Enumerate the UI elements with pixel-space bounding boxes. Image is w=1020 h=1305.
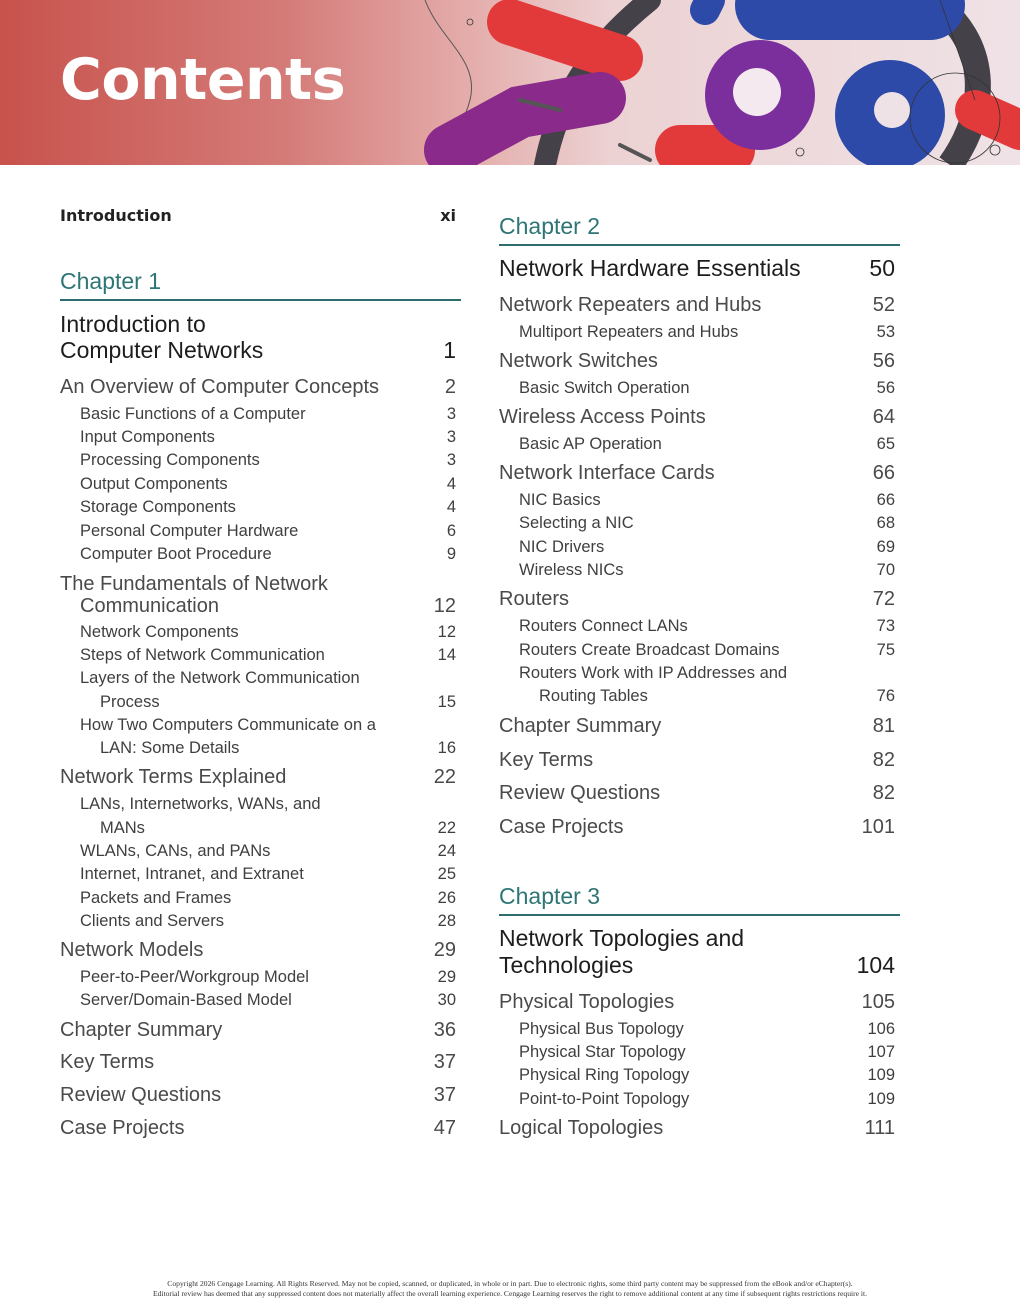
- toc-entry-title: Routers Work with IP Addresses and: [519, 664, 788, 682]
- toc-entry-page: 109: [867, 1066, 895, 1084]
- toc-entry-title: LAN: Some Details: [100, 739, 240, 757]
- toc-entry-page: 105: [861, 991, 895, 1013]
- toc-introduction-label: Introduction: [60, 206, 172, 225]
- toc-entry-page: 12: [433, 595, 456, 617]
- toc-entry-page: 52: [872, 294, 895, 316]
- toc-entry-page: 53: [876, 323, 895, 341]
- toc-entry-title: Storage Components: [80, 498, 236, 516]
- toc-entry-page: 56: [872, 350, 895, 372]
- toc-entry-title: Physical Star Topology: [519, 1043, 686, 1061]
- toc-entry-title: Multiport Repeaters and Hubs: [519, 323, 739, 341]
- toc-entry-page: 37: [433, 1084, 456, 1106]
- toc-entry-page: 37: [433, 1051, 456, 1073]
- toc-entry-title: Chapter Summary: [60, 1019, 223, 1041]
- header-banner: [0, 0, 1020, 165]
- toc-entry-title: Case Projects: [499, 816, 624, 838]
- toc-entry-title: Internet, Intranet, and Extranet: [80, 865, 304, 883]
- toc-entry-page: 56: [876, 379, 895, 397]
- toc-entry-page: 66: [876, 491, 895, 509]
- red-capsule: [510, 22, 620, 58]
- toc-entry-title: Key Terms: [60, 1051, 155, 1073]
- toc-entry-page: 107: [867, 1043, 895, 1061]
- toc-entry-page: 76: [876, 687, 895, 705]
- toc-entry-title: Layers of the Network Communication: [80, 669, 360, 687]
- copyright-line-1: Copyright 2026 Cengage Learning. All Rights Reserved. May not be copied, scanned, or duplicated, in whole or in part. Due to electronic rights, some third party content may be suppressed from the eBook and/or eChapter(s).: [167, 1279, 853, 1288]
- toc-entry-title: Key Terms: [499, 749, 594, 771]
- toc-entry-title: Network Switches: [499, 350, 658, 372]
- toc-entry-page: 29: [433, 939, 456, 961]
- toc-entry-title: Routing Tables: [539, 687, 648, 705]
- chapter-2-title-line: Network Hardware Essentials: [499, 255, 801, 281]
- toc-entry-page: 6: [446, 522, 456, 540]
- toc-entry-page: 3: [446, 451, 456, 469]
- toc-entry-page: 9: [446, 545, 456, 563]
- toc-entry-page: 82: [872, 749, 895, 771]
- toc-entry-title: Output Components: [80, 475, 228, 493]
- toc-entry-page: 64: [872, 406, 895, 428]
- chapter-1-title-line: Introduction to: [60, 311, 206, 337]
- toc-entry-title: Packets and Frames: [80, 889, 232, 907]
- chapter-3-title-page: 104: [856, 952, 895, 978]
- toc-entry-title: Personal Computer Hardware: [80, 522, 299, 540]
- toc-entry-title: NIC Basics: [519, 491, 601, 509]
- copyright-line-2: Editorial review has deemed that any suppressed content does not materially affect the overall learning experience. Cengage Learning reserves the right to remove additional content at any time if subsequent rights restrictions require it.: [152, 1289, 868, 1298]
- toc-entry-title: An Overview of Computer Concepts: [60, 376, 380, 398]
- toc-entry-title: Selecting a NIC: [519, 514, 634, 532]
- toc-entry-title: Wireless Access Points: [499, 406, 706, 428]
- chapter-3-title-line: Technologies: [499, 952, 634, 978]
- toc-introduction[interactable]: [60, 208, 461, 228]
- toc-entry-title: Network Models: [60, 939, 204, 961]
- toc-entry-title: Network Components: [80, 623, 239, 641]
- chapter-3-title-line: Network Topologies and: [499, 925, 745, 951]
- chapter-3-label: Chapter 3: [499, 883, 601, 909]
- chapter-1-divider: [60, 299, 461, 301]
- small-circle: [796, 148, 804, 156]
- toc-entry-title: Basic Functions of a Computer: [80, 405, 306, 423]
- toc-entry-title: How Two Computers Communicate on a: [80, 716, 376, 734]
- toc-entry-page: 4: [446, 498, 456, 516]
- toc-entry-page: 24: [437, 842, 456, 860]
- toc-entry-title: Review Questions: [60, 1084, 222, 1106]
- toc-entry-page: 82: [872, 782, 895, 804]
- toc-entry-title: Communication: [80, 595, 219, 617]
- page-title: Contents: [60, 47, 346, 113]
- toc-entry-page: 81: [872, 715, 895, 737]
- toc-entry-page: 68: [876, 514, 895, 532]
- purple-ring-hole: [733, 68, 781, 116]
- toc-entry-title: Process: [100, 693, 160, 711]
- toc-entry-title: Point-to-Point Topology: [519, 1090, 690, 1108]
- toc-entry-title: NIC Drivers: [519, 538, 605, 556]
- toc-entry-page: 3: [446, 428, 456, 446]
- blue-top-blob: [705, 0, 710, 10]
- toc-entry-title: Wireless NICs: [519, 561, 624, 579]
- toc-entry-page: 4: [446, 475, 456, 493]
- toc-entry-page: 70: [876, 561, 895, 579]
- toc-entry-page: 109: [867, 1090, 895, 1108]
- toc-entry-title: Computer Boot Procedure: [80, 545, 272, 563]
- toc-entry-page: 65: [876, 435, 895, 453]
- toc-entry-title: Case Projects: [60, 1117, 185, 1139]
- toc-entry-title: Clients and Servers: [80, 912, 224, 930]
- copyright-footer: [0, 1279, 1020, 1299]
- toc-entry-page: 47: [433, 1117, 456, 1139]
- toc-entry-title: Logical Topologies: [499, 1117, 664, 1139]
- toc-entry-page: 36: [433, 1019, 456, 1041]
- toc-entry-title: MANs: [100, 819, 145, 837]
- toc-entry-page: 25: [437, 865, 456, 883]
- toc-entry-page: 73: [876, 617, 895, 635]
- toc-entry-title: Routers Create Broadcast Domains: [519, 641, 780, 659]
- toc-entry-title: Basic Switch Operation: [519, 379, 690, 397]
- toc-entry-page: 66: [872, 462, 895, 484]
- toc-entry-page: 29: [437, 968, 456, 986]
- toc-entry-page: 3: [446, 405, 456, 423]
- toc-entry-page: 2: [444, 376, 456, 398]
- toc-entry-title: The Fundamentals of Network: [60, 573, 328, 595]
- toc-entry-title: WLANs, CANs, and PANs: [80, 842, 271, 860]
- toc-entry-page: 30: [437, 991, 456, 1009]
- toc-entry-page: 69: [876, 538, 895, 556]
- toc-entry-title: LANs, Internetworks, WANs, and: [80, 795, 321, 813]
- toc-entry-title: Network Terms Explained: [60, 766, 287, 788]
- toc-entry-page: 75: [876, 641, 895, 659]
- small-dash: [620, 145, 650, 160]
- toc-entry-page: 22: [437, 819, 456, 837]
- chapter-2-label: Chapter 2: [499, 213, 601, 239]
- toc-entry-title: Network Repeaters and Hubs: [499, 294, 762, 316]
- chapter-1-title-line: Computer Networks: [60, 337, 264, 363]
- toc-entry-page: 72: [872, 588, 895, 610]
- toc-entry-page: 26: [437, 889, 456, 907]
- toc-entry-title: Input Components: [80, 428, 215, 446]
- magenta-band: [450, 98, 600, 150]
- toc-entry-title: Review Questions: [499, 782, 661, 804]
- toc-entry-page: 15: [437, 693, 456, 711]
- toc-entry-title: Steps of Network Communication: [80, 646, 325, 664]
- toc-entry-title: Physical Ring Topology: [519, 1066, 690, 1084]
- toc-entry-title: Physical Bus Topology: [519, 1020, 684, 1038]
- blue-ring-hole: [874, 92, 910, 128]
- toc-entry-page: 28: [437, 912, 456, 930]
- chapter-1-label: Chapter 1: [60, 268, 162, 294]
- toc-entry-title: Peer-to-Peer/Workgroup Model: [80, 968, 309, 986]
- toc-entry-page: 101: [861, 816, 895, 838]
- toc-introduction-page: xi: [440, 206, 456, 225]
- toc-entry-page: 16: [437, 739, 456, 757]
- toc-entry-page: 22: [433, 766, 456, 788]
- toc-entry-title: Chapter Summary: [499, 715, 662, 737]
- red-right-blob: [975, 110, 1020, 130]
- chapter-3-divider: [499, 914, 900, 916]
- small-circle: [990, 145, 1000, 155]
- chapter-2-divider: [499, 244, 900, 246]
- toc-entry-title: Physical Topologies: [499, 991, 675, 1013]
- toc-entry-title: Network Interface Cards: [499, 462, 715, 484]
- toc-entry-title: Server/Domain-Based Model: [80, 991, 292, 1009]
- toc-entry-page: 111: [864, 1117, 895, 1139]
- toc-entry-title: Routers: [499, 588, 570, 610]
- chapter-1-title-page: 1: [443, 337, 456, 363]
- toc-entry-page: 14: [437, 646, 456, 664]
- toc-entry-title: Processing Components: [80, 451, 260, 469]
- toc-entry-title: Routers Connect LANs: [519, 617, 688, 635]
- small-circle: [467, 19, 473, 25]
- toc-entry-title: Basic AP Operation: [519, 435, 662, 453]
- chapter-2-title-page: 50: [869, 255, 895, 281]
- toc-entry-page: 12: [437, 623, 456, 641]
- toc-entry-page: 106: [867, 1020, 895, 1038]
